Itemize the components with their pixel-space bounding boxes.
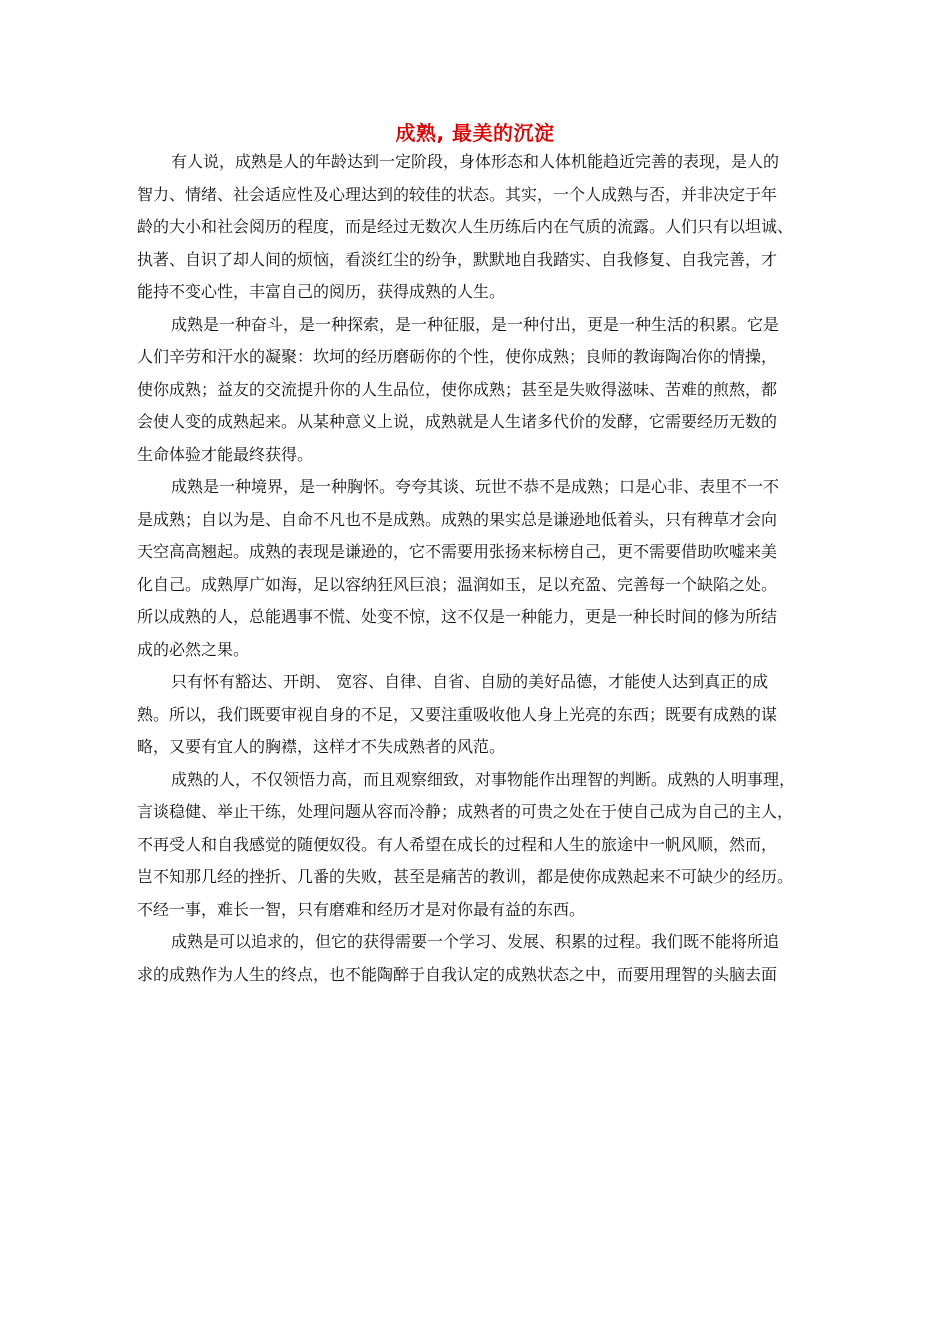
paragraph <box>137 926 817 991</box>
text-line: 天空高高翘起。成熟的表现是谦逊的，它不需要用张扬来标榜自己，更不需要借助吹嘘来美 <box>137 542 778 561</box>
paragraph <box>137 309 817 472</box>
text-line: 不经一事，难长一智，只有磨难和经历才是对你最有益的东西。 <box>137 899 586 919</box>
text-line: 成的必然之果。 <box>137 639 250 659</box>
article-title: 成熟, 最美的沉淀 <box>395 121 555 145</box>
text-line: 智力、情绪、社会适应性及心理达到的较佳的状态。其实，一个人成熟与否，并非决定于年 <box>137 184 778 204</box>
text-line: 人们辛劳和汗水的凝聚：坎坷的经历磨砺你的个性，使你成熟；良师的教诲陶冶你的情操， <box>137 347 778 366</box>
text-line: 略，又要有宜人的胸襟，这样才不失成熟者的风范。 <box>137 737 506 756</box>
text-line: 生命体验才能最终获得。 <box>137 444 314 464</box>
text-line: 只有怀有豁达、开朗、 宽容、自律、自省、自励的美好品德，才能使人达到真正的成 <box>171 672 769 691</box>
text-line: 化自己。成熟厚广如海，足以容纳狂风巨浪；温润如玉，足以充盈、完善每一个缺陷之处。 <box>137 574 778 594</box>
text-line: 成熟是一种境界，是一种胸怀。夸夸其谈、玩世不恭不是成熟；口是心非、表里不一不 <box>171 477 780 496</box>
text-line: 言谈稳健、举止干练，处理问题从容而冷静；成熟者的可贵之处在于使自己成为自己的主人， <box>137 802 794 821</box>
paragraph <box>137 146 817 309</box>
text-line: 熟。所以，我们既要审视自身的不足，又要注重吸收他人身上光亮的东西；既要有成熟的谋 <box>137 704 778 724</box>
text-line: 使你成熟；益友的交流提升你的人生品位，使你成熟；甚至是失败得滋味、苦难的煎熬，都 <box>137 379 778 399</box>
text-line: 成熟是可以追求的，但它的获得需要一个学习、发展、积累的过程。我们既不能将所追 <box>171 932 780 951</box>
text-line: 岂不知那几经的挫折、几番的失败，甚至是痛苦的教训，都是使你成熟起来不可缺少的经历。 <box>137 867 794 886</box>
paragraph <box>137 471 817 666</box>
text-line: 有人说，成熟是人的年龄达到一定阶段，身体形态和人体机能趋近完善的表现，是人的 <box>171 152 780 171</box>
text-line: 会使人变的成熟起来。从某种意义上说，成熟就是人生诸多代价的发酵，它需要经历无数的 <box>137 412 778 431</box>
text-line: 能持不变心性，丰富自己的阅历，获得成熟的人生。 <box>137 282 506 301</box>
text-line: 龄的大小和社会阅历的程度，而是经过无数次人生历练后内在气质的流露。人们只有以坦诚、 <box>137 217 794 236</box>
text-line: 成熟的人，不仅领悟力高，而且观察细致，对事物能作出理智的判断。成熟的人明事理， <box>171 769 796 789</box>
article-body <box>137 146 817 991</box>
text-line: 成熟是一种奋斗，是一种探索，是一种征服，是一种付出，更是一种生活的积累。它是 <box>171 314 780 334</box>
text-line: 求的成熟作为人生的终点，也不能陶醉于自我认定的成熟状态之中，而要用理智的头脑去面 <box>137 964 778 984</box>
paragraph <box>137 764 817 927</box>
text-line: 执著、自识了却人间的烦恼，看淡红尘的纷争，默默地自我踏实、自我修复、自我完善，才 <box>137 249 778 269</box>
text-line: 所以成熟的人，总能遇事不慌、处变不惊，这不仅是一种能力，更是一种长时间的修为所结 <box>137 607 778 626</box>
text-line: 是成熟；自以为是、自命不凡也不是成熟。成熟的果实总是谦逊地低着头，只有稗草才会向 <box>137 509 778 529</box>
paragraph <box>137 666 817 764</box>
text-line: 不再受人和自我感觉的随便奴役。有人希望在成长的过程和人生的旅途中一帆风顺，然而， <box>137 834 778 854</box>
